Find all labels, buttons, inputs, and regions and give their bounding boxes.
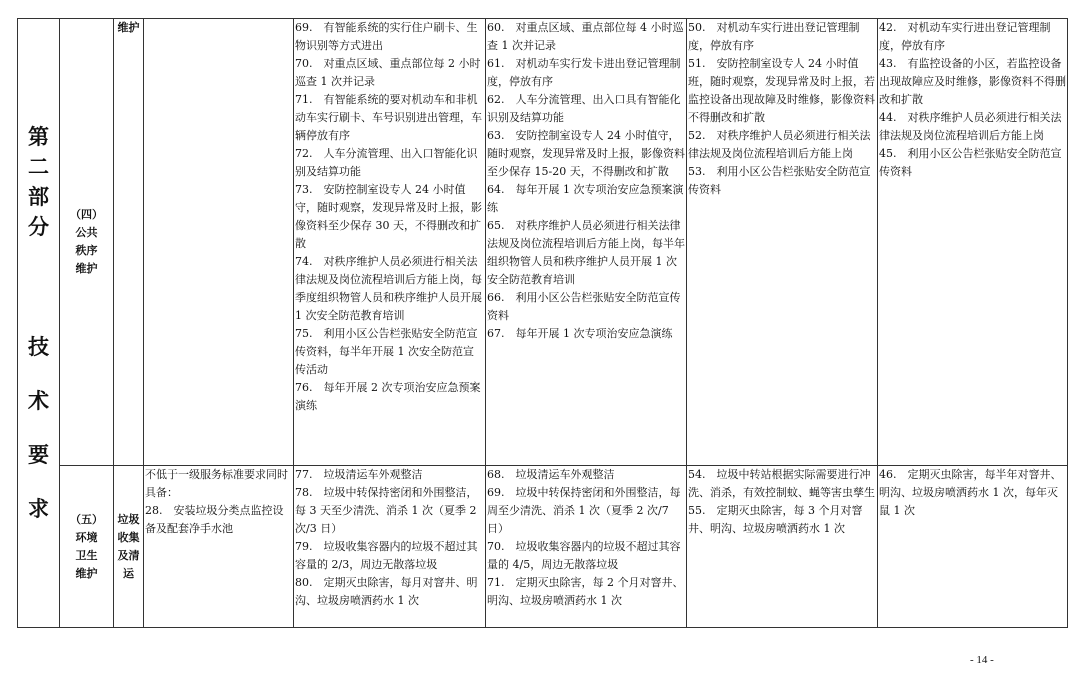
requirement-item: 45. 利用小区公告栏张贴安全防范宣传资料 xyxy=(879,147,1062,178)
requirement-item: 71. 有智能系统的要对机动车和非机动车实行刷卡、车号识别进出管理，车辆停放有序 xyxy=(295,93,482,142)
requirement-item: 60. 对重点区域、重点部位每 4 小时巡查 1 次并记录 xyxy=(487,21,684,52)
requirement-item: 42. 对机动车实行进出登记管理制度，停放有序 xyxy=(879,21,1051,52)
level-d-cell xyxy=(878,466,1068,628)
requirement-item: 55. 定期灭虫除害，每 3 个月对窨井、明沟、垃圾房喷洒药水 1 次 xyxy=(688,504,863,535)
subcategory-line: 垃圾 xyxy=(117,512,140,526)
requirement-item: 71. 定期灭虫除害，每 2 个月对窨井、明沟、垃圾房喷洒药水 1 次 xyxy=(487,576,684,607)
subcategory-label: 维护 xyxy=(117,21,140,34)
requirement-item: 50. 对机动车实行进出登记管理制度，停放有序 xyxy=(688,21,860,52)
section-name-line: 环境 xyxy=(75,530,98,544)
requirement-item: 66. 利用小区公告栏张贴安全防范宣传资料 xyxy=(487,291,681,322)
requirement-item: 46. 定期灭虫除害，每半年对窨井、明沟、垃圾房喷洒药水 1 次，每年灭鼠 1 次 xyxy=(879,468,1062,517)
level-c-cell xyxy=(687,466,878,628)
requirement-item: 53. 利用小区公告栏张贴安全防范宣传资料 xyxy=(688,165,871,196)
section-name-line: 秩序 xyxy=(75,244,98,257)
subcategory-cell xyxy=(114,19,144,466)
part-title-cell xyxy=(18,19,60,628)
requirement-item: 65. 对秩序维护人员必须进行相关法律法规及岗位流程培训后方能上岗，每半年组织物管人员和秩序维护人员开展 1 次安全防范教育培训 xyxy=(487,219,685,286)
requirement-item: 68. 垃圾清运车外观整洁 xyxy=(487,468,615,481)
requirement-item: 44. 对秩序维护人员必须进行相关法律法规及岗位流程培训后方能上岗 xyxy=(879,111,1062,142)
requirement-item: 70. 对重点区域、重点部位每 2 小时巡查 1 次并记录 xyxy=(295,57,481,88)
level-b-cell xyxy=(486,466,687,628)
subcategory-line: 收集 xyxy=(117,530,140,544)
part-title-char: 要 xyxy=(28,442,49,467)
section-name-cell xyxy=(60,19,114,466)
level-b-cell xyxy=(486,19,687,466)
standards-table xyxy=(17,18,1068,628)
part-title-char: 部 xyxy=(28,184,49,209)
section-name-line: 公共 xyxy=(75,226,98,239)
requirement-item: 43. 有监控设备的小区，若监控设备出现故障应及时维修，影像资料不得删改和扩散 xyxy=(879,57,1066,106)
requirement-item: 69. 垃圾中转保持密闭和外围整洁，每周至少清洗、消杀 1 次（夏季 2 次/7 日） xyxy=(487,486,681,535)
level-a-cell xyxy=(294,19,486,466)
requirement-item: 54. 垃圾中转站根据实际需要进行冲洗、消杀，有效控制蚊、蝇等害虫孳生 xyxy=(688,468,875,499)
part-title-char: 二 xyxy=(28,154,49,179)
part-title-char: 技 xyxy=(28,334,49,359)
subcategory-cell xyxy=(114,466,144,628)
requirement-item: 69. 有智能系统的实行住户刷卡、生物识别等方式进出 xyxy=(295,21,478,52)
level-c-cell xyxy=(687,19,878,466)
part-title-char: 分 xyxy=(28,214,49,239)
part-title-char: 求 xyxy=(28,496,49,521)
requirement-item: 64. 每年开展 1 次专项治安应急预案演练 xyxy=(487,183,684,214)
section-name-cell xyxy=(60,466,114,628)
section-code: （五） xyxy=(70,512,103,526)
basic-standard-cell xyxy=(144,466,294,628)
requirement-item: 63. 安防控制室设专人 24 小时值守，随时观察，发现异常及时上报，影像资料至少保存 15-20 天，不得删改和扩散 xyxy=(487,129,685,178)
requirement-item: 67. 每年开展 1 次专项治安应急演练 xyxy=(487,327,673,340)
requirement-item: 73. 安防控制室设专人 24 小时值守，随时观察，发现异常及时上报，影像资料至少保存 30 天，不得删改和扩散 xyxy=(295,183,482,250)
section-code: （四） xyxy=(70,208,103,221)
section-name-line: 卫生 xyxy=(75,548,98,562)
part-title-char: 第 xyxy=(28,124,49,149)
page-number: - 14 - xyxy=(970,654,994,666)
basic-standard-text: 不低于一级服务标准要求同时具备： xyxy=(145,468,288,499)
requirement-item: 79. 垃圾收集容器内的垃圾不超过其容量的 2/3，周边无散落垃圾 xyxy=(295,540,478,571)
requirement-item: 75. 利用小区公告栏张贴安全防范宣传资料，每半年开展 1 次安全防范宣传活动 xyxy=(295,327,478,376)
requirement-item: 72. 人车分流管理、出入口智能化识别及结算功能 xyxy=(295,147,478,178)
subcategory-line: 运 xyxy=(123,566,134,580)
part-title-char: 术 xyxy=(28,388,49,413)
requirement-item: 78. 垃圾中转保持密闭和外围整洁，每 3 天至少清洗、消杀 1 次（夏季 2 次/3 日） xyxy=(295,486,478,535)
requirement-item: 70. 垃圾收集容器内的垃圾不超过其容量的 4/5，周边无散落垃圾 xyxy=(487,540,681,571)
requirement-item: 28. 安装垃圾分类点监控设备及配套净手水池 xyxy=(145,504,284,535)
requirement-item: 80. 定期灭虫除害，每月对窨井、明沟、垃圾房喷洒药水 1 次 xyxy=(295,576,478,607)
requirement-item: 51. 安防控制室设专人 24 小时值班，随时观察，发现异常及时上报，若监控设备出现故障及时维修，影像资料不得删改和扩散 xyxy=(688,57,875,124)
basic-standard-cell xyxy=(144,19,294,466)
subcategory-line: 及清 xyxy=(117,548,140,562)
requirement-item: 52. 对秩序维护人员必须进行相关法律法规及岗位流程培训后方能上岗 xyxy=(688,129,871,160)
level-d-cell xyxy=(878,19,1068,466)
part-title-gap xyxy=(18,242,59,332)
section-name-line: 维护 xyxy=(75,262,98,275)
section-environment-row xyxy=(18,466,1068,628)
requirement-item: 61. 对机动车实行发卡进出登记管理制度，停放有序 xyxy=(487,57,681,88)
section-public-order-row xyxy=(18,19,1068,466)
requirement-item: 74. 对秩序维护人员必须进行相关法律法规及岗位流程培训后方能上岗，每季度组织物管人员和秩序维护人员开展 1 次安全防范教育培训 xyxy=(295,255,482,322)
requirement-item: 77. 垃圾清运车外观整洁 xyxy=(295,468,423,481)
level-a-cell xyxy=(294,466,486,628)
requirement-item: 62. 人车分流管理、出入口具有智能化识别及结算功能 xyxy=(487,93,681,124)
section-name-line: 维护 xyxy=(75,566,98,580)
requirement-item: 76. 每年开展 2 次专项治安应急预案演练 xyxy=(295,381,481,412)
